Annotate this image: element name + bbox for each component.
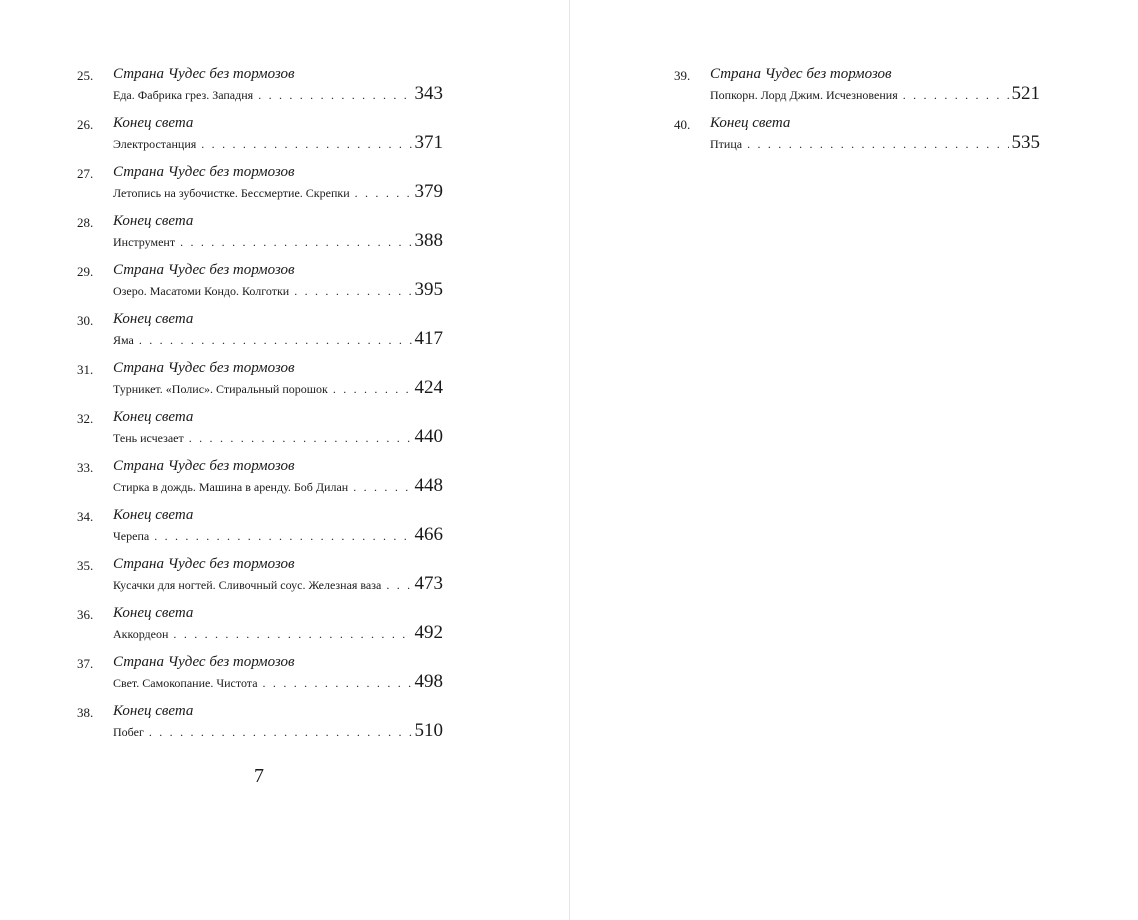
chapter-title: Электростанция <box>113 137 197 151</box>
chapter-number: 37. <box>77 656 94 671</box>
chapter-number: 33. <box>77 460 94 475</box>
toc-entry <box>77 164 443 213</box>
chapter-title: Свет. Самокопание. Чистота <box>113 676 258 690</box>
part-title: Страна Чудес без тормозов <box>113 556 295 572</box>
dot-leader <box>333 382 412 397</box>
dot-leader <box>149 725 412 740</box>
chapter-line <box>113 230 443 252</box>
chapter-title: Птица <box>710 137 743 151</box>
toc-entry <box>77 360 443 409</box>
page-number: 388 <box>414 230 443 251</box>
part-title: Страна Чудес без тормозов <box>710 66 892 82</box>
page-folio: 7 <box>254 765 264 787</box>
table-of-contents <box>674 66 1040 164</box>
chapter-title: Озеро. Масатоми Кондо. Колготки <box>113 284 290 298</box>
toc-entry <box>674 66 1040 115</box>
page-number: 417 <box>414 328 443 349</box>
chapter-title: Стирка в дождь. Машина в аренду. Боб Дилан <box>113 480 349 494</box>
dot-leader <box>263 676 412 691</box>
toc-entry <box>77 213 443 262</box>
chapter-line <box>113 573 443 595</box>
chapter-title: Попкорн. Лорд Джим. Исчезновения <box>710 88 898 102</box>
chapter-line <box>113 83 443 105</box>
toc-entry <box>77 66 443 115</box>
chapter-line <box>113 622 443 644</box>
dot-leader <box>258 88 411 103</box>
dot-leader <box>189 431 412 446</box>
chapter-number: 26. <box>77 117 94 132</box>
chapter-number: 34. <box>77 509 94 524</box>
dot-leader <box>139 333 412 348</box>
chapter-number: 32. <box>77 411 94 426</box>
page-number: 440 <box>414 426 443 447</box>
chapter-line <box>710 83 1040 105</box>
chapter-number: 36. <box>77 607 94 622</box>
chapter-line <box>710 132 1040 154</box>
toc-entry <box>77 507 443 556</box>
chapter-number: 25. <box>77 68 94 83</box>
part-title: Конец света <box>113 409 194 425</box>
page-number: 498 <box>414 671 443 692</box>
part-title: Страна Чудес без тормозов <box>113 360 295 376</box>
dot-leader <box>180 235 411 250</box>
page-number: 521 <box>1011 83 1040 104</box>
chapter-line <box>113 475 443 497</box>
chapter-title: Инструмент <box>113 235 176 249</box>
chapter-title: Черепа <box>113 529 150 543</box>
chapter-title: Турникет. «Полис». Стиральный порошок <box>113 382 328 396</box>
page-number: 343 <box>414 83 443 104</box>
page-number: 424 <box>414 377 443 398</box>
chapter-line <box>113 671 443 693</box>
page-number: 448 <box>414 475 443 496</box>
chapter-line <box>113 181 443 203</box>
right-page <box>570 0 1138 920</box>
chapter-number: 39. <box>674 68 691 83</box>
dot-leader <box>201 137 411 152</box>
part-title: Конец света <box>113 213 194 229</box>
part-title: Страна Чудес без тормозов <box>113 262 295 278</box>
toc-entry <box>77 458 443 507</box>
toc-entry <box>77 262 443 311</box>
chapter-line <box>113 328 443 350</box>
page-number: 371 <box>414 132 443 153</box>
toc-entry <box>77 556 443 605</box>
page-number: 395 <box>414 279 443 300</box>
chapter-line <box>113 524 443 546</box>
chapter-number: 29. <box>77 264 94 279</box>
part-title: Конец света <box>710 115 791 131</box>
page-number: 492 <box>414 622 443 643</box>
dot-leader <box>294 284 411 299</box>
chapter-line <box>113 426 443 448</box>
part-title: Страна Чудес без тормозов <box>113 66 295 82</box>
toc-entry <box>77 654 443 703</box>
chapter-title: Аккордеон <box>113 627 169 641</box>
page-number: 379 <box>414 181 443 202</box>
chapter-title: Еда. Фабрика грез. Западня <box>113 88 254 102</box>
toc-entry <box>77 409 443 458</box>
part-title: Конец света <box>113 115 194 131</box>
dot-leader <box>173 627 411 642</box>
toc-entry <box>77 605 443 654</box>
chapter-line <box>113 132 443 154</box>
dot-leader <box>353 480 411 495</box>
toc-entry <box>77 311 443 360</box>
page-number: 466 <box>414 524 443 545</box>
chapter-number: 35. <box>77 558 94 573</box>
chapter-title: Тень исчезает <box>113 431 184 445</box>
chapter-number: 31. <box>77 362 94 377</box>
chapter-number: 30. <box>77 313 94 328</box>
dot-leader <box>154 529 411 544</box>
part-title: Страна Чудес без тормозов <box>113 458 295 474</box>
chapter-title: Кусачки для ногтей. Сливочный соус. Железная ваза <box>113 578 382 592</box>
part-title: Конец света <box>113 311 194 327</box>
toc-entry <box>674 115 1040 164</box>
chapter-line <box>113 279 443 301</box>
chapter-number: 40. <box>674 117 691 132</box>
part-title: Конец света <box>113 703 194 719</box>
part-title: Страна Чудес без тормозов <box>113 164 295 180</box>
part-title: Конец света <box>113 605 194 621</box>
toc-entry <box>77 703 443 752</box>
chapter-number: 27. <box>77 166 94 181</box>
dot-leader <box>903 88 1009 103</box>
page-number: 510 <box>414 720 443 741</box>
dot-leader <box>386 578 411 593</box>
table-of-contents <box>77 66 443 752</box>
chapter-number: 38. <box>77 705 94 720</box>
dot-leader <box>355 186 412 201</box>
chapter-line <box>113 377 443 399</box>
dot-leader <box>747 137 1008 152</box>
chapter-title: Побег <box>113 725 144 739</box>
part-title: Конец света <box>113 507 194 523</box>
part-title: Страна Чудес без тормозов <box>113 654 295 670</box>
chapter-title: Летопись на зубочистке. Бессмертие. Скрепки <box>113 186 350 200</box>
page-number: 473 <box>414 573 443 594</box>
page-number: 535 <box>1011 132 1040 153</box>
toc-entry <box>77 115 443 164</box>
chapter-number: 28. <box>77 215 94 230</box>
chapter-line <box>113 720 443 742</box>
chapter-title: Яма <box>113 333 134 347</box>
